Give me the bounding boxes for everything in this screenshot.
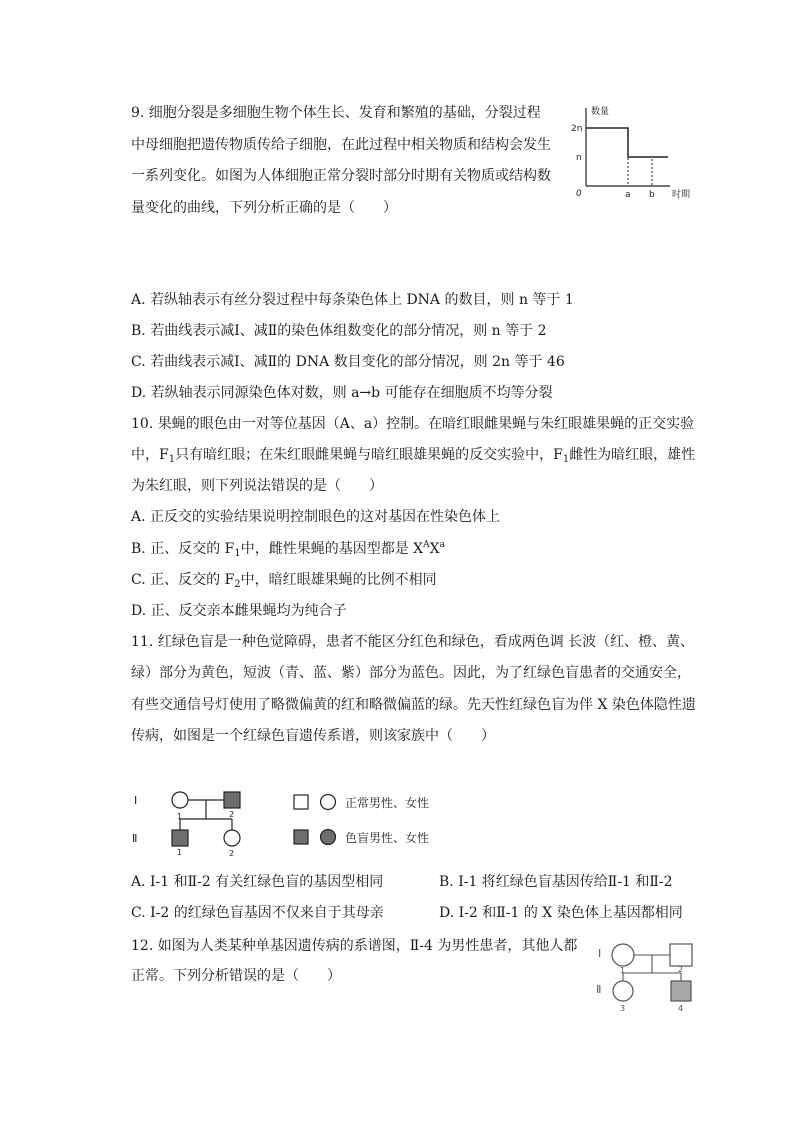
q11-ii1-affected-male: [172, 830, 188, 846]
q9-origin: 0: [576, 189, 582, 199]
q11-i1-normal-female: [172, 792, 188, 808]
q11-label-ii2: 2: [229, 849, 235, 858]
q12-pedigree: [592, 935, 702, 1015]
q11-label-ii1: 1: [177, 848, 183, 857]
q11-legend-normal-label: 正常男性、女性: [345, 796, 430, 810]
q11-gen-2: Ⅱ: [132, 832, 138, 845]
q12-gen-1: Ⅰ: [598, 947, 602, 960]
q10-line-3: 为朱红眼，则下列说法错误的是（ ）: [131, 478, 383, 494]
q9-curve: [586, 128, 668, 157]
q9-option-c: C. 若曲线表示减Ⅰ、减Ⅱ的 DNA 数目变化的部分情况，则 2n 等于 46: [131, 354, 565, 370]
q12-i1-female: [612, 944, 634, 966]
q11-legend-affected-female: [321, 830, 336, 845]
q12-label-3: 3: [620, 1004, 626, 1013]
q10-option-b: B. 正、反交的 $F_1$中，雌性果蝇的基因型都是 $X^AX^a$: [131, 540, 445, 559]
q12-ii3-female: [613, 981, 633, 1001]
q9-chart: [568, 100, 698, 202]
q9-line-1: 9. 细胞分裂是多细胞生物个体生长、发育和繁殖的基础，分裂过程: [131, 105, 541, 121]
q9-ylabel: 数量: [591, 107, 610, 117]
q12-line-1: 12. 如图为人类某种单基因遗传病的系谱图，Ⅱ-4 为男性患者，其他人都: [131, 938, 578, 954]
q11-label-i1: 1: [177, 812, 183, 821]
q10-line-1: 10. 果蝇的眼色由一对等位基因（A、a）控制。在暗红眼雌果蝇与朱红眼雄果蝇的正交实验: [131, 416, 695, 432]
q9-xlabel: 时期: [672, 190, 691, 200]
q10-line-2: 中，$F_1$只有暗红眼；在朱红眼雌果蝇与暗红眼雄果蝇的反交实验中，$F_1$雌性为暗红眼，雄性: [131, 447, 696, 465]
q9-xtick-a: a: [625, 190, 631, 200]
q9-line-4: 量变化的曲线，下列分析正确的是（ ）: [131, 200, 397, 216]
q12-ii4-affected-male: [671, 981, 691, 1001]
q9-option-a: A. 若纵轴表示有丝分裂过程中每条染色体上 DNA 的数目，则 n 等于 1: [131, 292, 574, 308]
q9-option-b: B. 若曲线表示减Ⅰ、减Ⅱ的染色体组数变化的部分情况，则 n 等于 2: [131, 323, 547, 339]
q11-legend-normal-male: [294, 795, 308, 809]
q11-line-2: 绿）部分为黄色，短波（青、蓝、紫）部分为蓝色。因此，为了红绿色盲患者的交通安全，: [131, 665, 691, 681]
q11-option-d: D. Ⅰ-2 和Ⅱ-1 的 X 染色体上基因都相同: [439, 905, 683, 921]
q10-option-a: A. 正反交的实验结果说明控制眼色的这对基因在性染色体上: [131, 509, 501, 525]
q9-xtick-b: b: [649, 190, 655, 200]
q11-line-1: 11. 红绿色盲是一种色觉障碍，患者不能区分红色和绿色，看成两色调 长波（红、橙、黄、: [131, 634, 695, 650]
q9-option-d: D. 若纵轴表示同源染色体对数，则 a→b 可能存在细胞质不均等分裂: [131, 385, 553, 401]
q9-ytick-n: n: [576, 153, 582, 163]
q10-option-c: C. 正、反交的 $F_2$中，暗红眼雄果蝇的比例不相同: [131, 572, 437, 590]
q12-label-2: 2: [678, 965, 684, 974]
q11-line-3: 有些交通信号灯使用了略微偏黄的红和略微偏蓝的绿。先天性红绿色盲为伴 X 染色体隐性遗: [131, 697, 696, 713]
q9-ytick-2n: 2n: [571, 124, 583, 134]
q11-ii2-normal-female: [224, 830, 240, 846]
q11-legend-affected-male: [294, 830, 308, 844]
q11-label-i2: 2: [229, 810, 235, 819]
q9-line-2: 中母细胞把遗传物质传给子细胞，在此过程中相关物质和结构会发生: [131, 137, 551, 153]
q11-option-b: B. Ⅰ-1 将红绿色盲基因传给Ⅱ-1 和Ⅱ-2: [439, 874, 673, 890]
q11-gen-1: Ⅰ: [134, 794, 138, 807]
q12-i2-male: [670, 944, 692, 966]
q11-pedigree: [128, 786, 448, 858]
q11-i2-affected-male: [224, 792, 240, 808]
q10-option-d: D. 正、反交亲本雌果蝇均为纯合子: [131, 603, 347, 619]
q12-label-1: 1: [620, 966, 626, 975]
q11-option-c: C. Ⅰ-2 的红绿色盲基因不仅来自于其母亲: [131, 905, 384, 921]
q11-legend-normal-female: [321, 795, 336, 810]
q12-label-4: 4: [678, 1004, 684, 1013]
q12-line-2: 正常。下列分析错误的是（ ）: [131, 968, 341, 984]
q11-option-a: A. Ⅰ-1 和Ⅱ-2 有关红绿色盲的基因型相同: [131, 874, 384, 890]
q12-gen-2: Ⅱ: [596, 983, 602, 996]
q11-line-4: 传病，如图是一个红绿色盲遗传系谱，则该家族中（ ）: [131, 728, 495, 744]
q11-legend-affected-label: 色盲男性、女性: [345, 831, 430, 845]
q9-line-3: 一系列变化。如图为人体细胞正常分裂时部分时期有关物质或结构数: [131, 168, 551, 184]
